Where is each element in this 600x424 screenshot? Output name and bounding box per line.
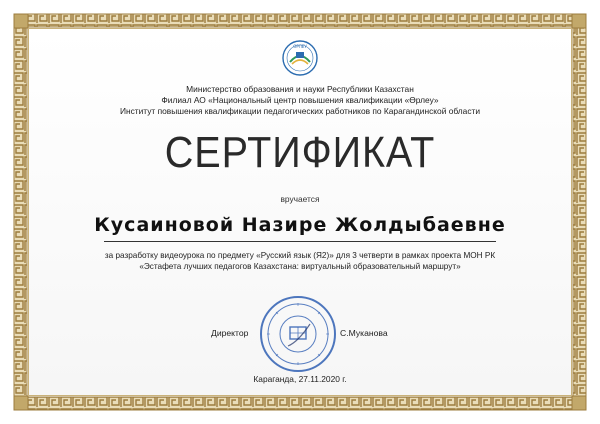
- recipient-name: Кусаиновой Назире Жолдыбаевне: [94, 214, 506, 236]
- certificate-title: СЕРТИФИКАТ: [164, 128, 436, 177]
- ministry-line: Министерство образования и науки Республики Казахстан: [186, 84, 414, 94]
- place-date: Караганда, 27.11.2020 г.: [253, 374, 347, 384]
- orleu-emblem-icon: [282, 40, 318, 76]
- branch-line: Филиал АО «Национальный центр повышения квалификации «Өрлеу»: [161, 95, 439, 105]
- signer-name: С.Муканова: [340, 328, 388, 338]
- svg-text:ӨРЛЕУ: ӨРЛЕУ: [293, 44, 307, 49]
- description-line-2: «Эстафета лучших педагогов Казахстана: виртуальный образовательный маршрут»: [139, 262, 461, 271]
- name-underline: [104, 241, 496, 242]
- awarded-label: вручается: [280, 194, 320, 204]
- director-label: Директор: [211, 328, 249, 338]
- institute-line: Институт повышения квалификации педагогических работников по Карагандинской области: [119, 106, 481, 116]
- official-stamp-icon: [258, 294, 338, 374]
- description-line-1: за разработку видеоурока по предмету «Русский язык (Я2)» для 3 четверти в рамках проекта МОН РК: [104, 251, 496, 260]
